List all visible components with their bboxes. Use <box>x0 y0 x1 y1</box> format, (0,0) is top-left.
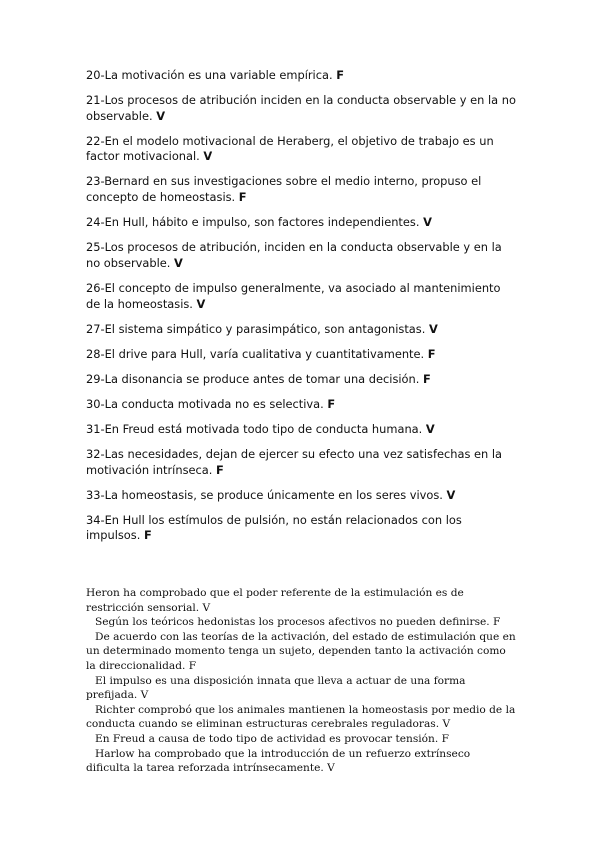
question-text: 34-En Hull los estímulos de pulsión, no están relacionados con los impulsos. <box>86 512 462 543</box>
question-answer: V <box>174 255 183 270</box>
question-answer: V <box>423 215 432 230</box>
question-item <box>86 347 516 363</box>
question-answer: F <box>327 396 336 411</box>
question-answer: V <box>428 321 438 336</box>
question-item <box>86 488 516 504</box>
question-text: 23-Bernard en sus investigaciones sobre el medio interno, propuso el concepto de homeostasis. <box>86 174 482 205</box>
question-answer: F <box>143 528 152 543</box>
question-text: 27-El sistema simpático y parasimpático, son antagonistas. <box>86 321 426 336</box>
question-answer: V <box>196 296 206 311</box>
question-answer: F <box>216 462 224 477</box>
question-text: 22-En el modelo motivacional de Heraberg, el objetivo de trabajo es un factor motivacional. <box>86 133 494 164</box>
question-item <box>86 174 516 205</box>
question-item <box>86 513 516 544</box>
question-item <box>86 422 516 438</box>
question-text: 30-La conducta motivada no es selectiva. <box>86 396 324 411</box>
question-item <box>86 281 516 312</box>
question-text: 20-La motivación es una variable empírica. <box>86 68 333 82</box>
question-item <box>86 93 516 124</box>
question-text: 33-La homeostasis, se produce únicamente en los seres vivos. <box>86 487 443 502</box>
question-item <box>86 372 516 388</box>
question-item <box>86 397 516 413</box>
question-answer: F <box>427 346 436 361</box>
question-text: 28-El drive para Hull, varía cualitativa y cuantitativamente. <box>86 346 425 361</box>
statement-item: En Freud a causa de todo tipo de actividad es provocar tensión. F <box>95 732 449 745</box>
statement-item: El impulso es una disposición innata que lleva a actuar de una forma prefijada. V <box>86 674 466 702</box>
statement-item: Heron ha comprobado que el poder referente de la estimulación es de restricción sensorial. V <box>86 587 464 614</box>
question-answer: V <box>425 422 435 436</box>
statement-item: Según los teóricos hedonistas los procesos afectivos no pueden definirse. F <box>95 616 501 629</box>
question-text: 32-Las necesidades, dejan de ejercer su efecto una vez satisfechas en la motivación intrínseca. <box>86 447 502 477</box>
question-item <box>86 447 516 478</box>
question-answer: F <box>336 68 344 82</box>
question-item <box>86 134 516 165</box>
statement-item: Harlow ha comprobado que la introducción de un refuerzo extrínseco dificulta la tarea reforzada intrínsecamente. V <box>86 747 471 775</box>
question-item <box>86 215 516 231</box>
question-answer: V <box>203 149 213 164</box>
statement-list <box>86 586 516 776</box>
question-answer: F <box>238 190 247 205</box>
statement-item: Richter comprobó que los animales mantienen la homeostasis por medio de la conducta cuando se eliminan estructuras cerebrales reguladoras. V <box>86 703 516 731</box>
question-item <box>86 240 516 271</box>
question-item <box>86 68 516 84</box>
question-text: 21-Los procesos de atribución inciden en la conducta observable y en la no observable. <box>86 93 516 123</box>
question-text: 31-En Freud está motivada todo tipo de conducta humana. <box>86 422 423 436</box>
question-list <box>86 68 516 554</box>
question-answer: F <box>422 371 431 386</box>
question-text: 29-La disonancia se produce antes de tomar una decisión. <box>86 371 420 386</box>
question-answer: V <box>156 108 166 123</box>
question-item <box>86 322 516 338</box>
question-text: 25-Los procesos de atribución, inciden en la conducta observable y en la no observable. <box>86 240 502 270</box>
statement-item: De acuerdo con las teorías de la activación, del estado de estimulación que en un determinado momento tenga un sujeto, dependen tanto la activación como la direccionalidad. F <box>86 630 516 672</box>
question-answer: V <box>446 487 456 502</box>
question-text: 26-El concepto de impulso generalmente, va asociado al mantenimiento de la homeostasis. <box>86 280 501 311</box>
question-text: 24-En Hull, hábito e impulso, son factores independientes. <box>86 215 420 230</box>
